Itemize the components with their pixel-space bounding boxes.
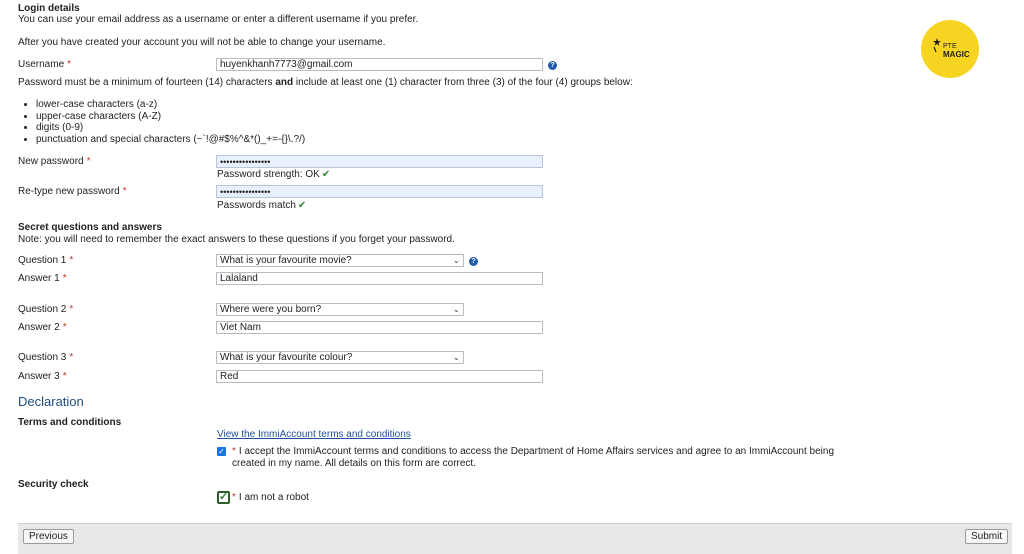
chevron-down-icon: ⌄ (453, 353, 460, 362)
required-mark: * (62, 273, 67, 284)
username-label: Username * (18, 59, 72, 70)
list-item: • lower-case characters (a-z) (36, 99, 305, 111)
question-2-label: Question 2 * (18, 304, 74, 315)
chevron-down-icon: ⌄ (453, 305, 460, 314)
required-mark: * (232, 492, 236, 503)
required-mark: * (62, 371, 67, 382)
terms-heading: Terms and conditions (18, 417, 122, 428)
retype-password-input[interactable] (216, 185, 543, 198)
question-1-label: Question 1 * (18, 255, 74, 266)
new-password-input[interactable] (216, 155, 543, 168)
list-item: • upper-case characters (A-Z) (36, 111, 305, 123)
logo-line-1: PTE (943, 43, 957, 50)
password-strength-status: Password strength: OK ✔ (217, 169, 331, 180)
username-change-note: After you have created your account you will not be able to change your username. (18, 37, 386, 48)
help-icon[interactable]: ? (548, 61, 557, 70)
accept-terms-text: * I accept the ImmiAccount terms and conditions to access the Department of Home Affairs services and agree to an ImmiAccount being (232, 446, 835, 457)
logo-line-2: MAGIC (943, 50, 970, 59)
required-mark: * (69, 304, 74, 315)
required-mark: * (69, 352, 74, 363)
submit-button[interactable]: Submit (965, 529, 1008, 544)
star-icon (931, 37, 943, 53)
required-mark: * (122, 186, 127, 197)
login-intro-text: You can use your email address as a username or enter a different username if you prefer. (18, 14, 419, 25)
list-item: • digits (0-9) (36, 122, 305, 134)
check-icon: ✔ (297, 200, 307, 211)
question-1-select[interactable] (216, 254, 464, 267)
question-2-selected: Where were you born? (220, 304, 322, 315)
new-password-label: New password * (18, 156, 91, 167)
retype-password-label: Re-type new password * (18, 186, 127, 197)
chevron-down-icon: ⌄ (453, 256, 460, 265)
declaration-heading: Declaration (18, 394, 84, 409)
required-mark: * (67, 59, 72, 70)
accept-terms-checkbox[interactable]: ✓ (218, 447, 225, 456)
answer-1-input[interactable] (216, 272, 543, 285)
answer-3-label: Answer 3 * (18, 371, 67, 382)
password-rule-text: Password must be a minimum of fourteen (14) characters and include at least one (1) character from three (3) of the four (4) groups below: (18, 77, 633, 88)
help-icon[interactable]: ? (469, 257, 478, 266)
robot-label: * I am not a robot (232, 492, 309, 503)
question-2-select[interactable] (216, 303, 464, 316)
list-item: • punctuation and special characters (~`!@#$%^&*()_+=-{}\.?/) (36, 134, 305, 146)
footer-bar (18, 523, 1012, 554)
answer-3-input[interactable] (216, 370, 543, 383)
question-3-label: Question 3 * (18, 352, 74, 363)
password-match-status: Passwords match ✔ (217, 200, 307, 211)
answer-2-label: Answer 2 * (18, 322, 67, 333)
required-mark: * (232, 446, 236, 457)
answer-2-input[interactable] (216, 321, 543, 334)
previous-button[interactable]: Previous (23, 529, 74, 544)
accept-terms-text-continued: created in my name. All details on this form are correct. (232, 458, 476, 469)
robot-checkbox[interactable]: ✓ (219, 491, 229, 503)
required-mark: * (62, 322, 67, 333)
pte-magic-logo (921, 20, 979, 78)
question-1-selected: What is your favourite movie? (220, 255, 352, 266)
check-icon: ✔ (321, 169, 331, 180)
question-3-select[interactable] (216, 351, 464, 364)
question-3-selected: What is your favourite colour? (220, 352, 353, 363)
security-check-heading: Security check (18, 479, 89, 490)
terms-link[interactable]: View the ImmiAccount terms and conditions (217, 429, 411, 440)
secret-questions-heading: Secret questions and answers (18, 222, 162, 233)
username-input[interactable] (216, 58, 543, 71)
required-mark: * (86, 156, 91, 167)
password-rules-list (24, 99, 305, 145)
login-details-heading: Login details (18, 3, 80, 14)
required-mark: * (69, 255, 74, 266)
secret-questions-note: Note: you will need to remember the exact answers to these questions if you forget your password. (18, 234, 455, 245)
answer-1-label: Answer 1 * (18, 273, 67, 284)
